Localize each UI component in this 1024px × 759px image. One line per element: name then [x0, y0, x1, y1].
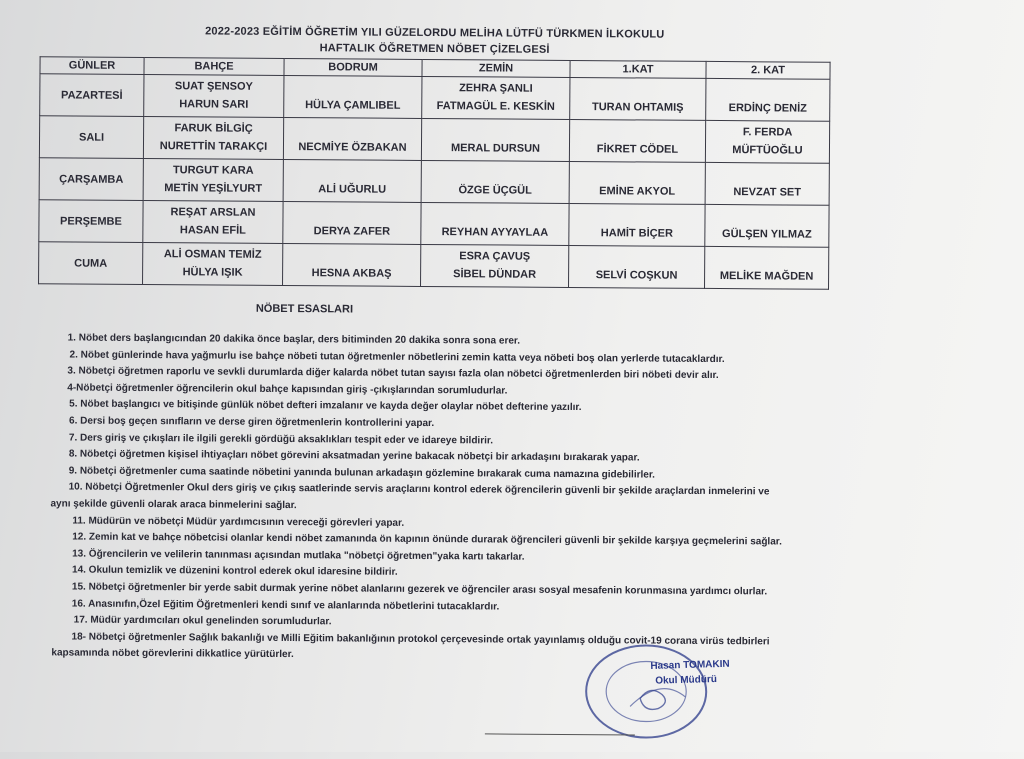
rule-item: kapsamında nöbet görevlerini dikkatlice yürütürler.: [51, 647, 294, 661]
rule-item: 11. Müdürün ve nöbetçi Müdür yardımcısının vereceği görevleri yapar.: [72, 515, 405, 529]
table-row: [39, 116, 829, 164]
teacher-name: F. FERDA: [742, 126, 793, 139]
table-row: [39, 158, 829, 206]
teacher-name: HÜLYA IŞIK: [182, 266, 243, 279]
teacher-name: REŞAT ARSLAN: [170, 206, 256, 219]
duty-cell-garden: [143, 201, 283, 244]
teacher-name: GÜLŞEN YILMAZ: [722, 228, 812, 241]
column-header-floor-2: 2. KAT: [706, 61, 830, 79]
column-header-days: GÜNLER: [40, 57, 144, 75]
teacher-name: TURAN OHTAMIŞ: [591, 101, 684, 114]
rule-item: 14. Okulun temizlik ve düzenini kontrol ederek okul idaresine bildirir.: [71, 564, 398, 579]
teacher-name: ESRA ÇAVUŞ: [459, 250, 531, 263]
table-row: [39, 200, 829, 248]
day-cell: CUMA: [39, 242, 143, 285]
rule-item: 16. Anasınıfın,Özel Eğitim Öğretmenleri kendi sınıf ve alanlarında nöbetlerini tutacaklardır.: [71, 598, 500, 613]
teacher-name: SELVİ COŞKUN: [595, 269, 678, 282]
duty-cell-floor-2: [706, 78, 830, 121]
duty-cell-floor-2: [705, 120, 829, 163]
column-header-basement: BODRUM: [284, 58, 422, 76]
document-title: 2022-2023 EĞİTİM ÖĞRETİM YILI GÜZELORDU MELİHA LÜTFÜ TÜRKMEN İLKOKULU: [205, 25, 665, 41]
rule-item: 15. Nöbetçi öğretmenler bir yerde sabit durmak yerine nöbet alanlarını gezerek ve öğrenciler arası sosyal mesafenin korunmasına yardımcı olurlar.: [71, 581, 768, 598]
teacher-name: NURETTİN TARAKÇI: [159, 140, 268, 153]
duty-cell-basement: [283, 243, 421, 286]
teacher-name: ERDİNÇ DENİZ: [728, 102, 807, 115]
rule-item: 10. Nöbetçi Öğretmenler Okul ders giriş ve çıkış saatlerinde servis araçlarını kontrol ederek öğrencilerin güvenli bir şekilde araçlardan inmelerini ve: [68, 481, 770, 498]
teacher-name: SİBEL DÜNDAR: [453, 268, 537, 281]
teacher-name: ZEHRA ŞANLI: [459, 82, 533, 95]
duty-cell-floor-2: [705, 246, 829, 289]
rule-item: 7. Ders giriş ve çıkışları ile ilgili gerekli gördüğü aksaklıkları tespit eder ve idareye bildirir.: [68, 432, 494, 447]
duty-cell-garden: [143, 243, 283, 286]
duty-cell-floor-2: [705, 162, 829, 205]
rules-title: NÖBET ESASLARI: [255, 302, 354, 316]
signature-line: [485, 733, 635, 735]
rule-item: aynı şekilde güvenli olarak araca binmelerini sağlar.: [50, 498, 297, 512]
duty-cell-basement: [284, 75, 422, 118]
duty-cell-floor-1: [569, 119, 705, 162]
duty-cell-floor-1: [569, 245, 705, 288]
duty-cell-floor-2: [705, 204, 829, 247]
rule-item: 2. Nöbet günlerinde hava yağmurlu ise bahçe nöbeti tutan öğretmenler nöbetlerini zemin katta veya nöbeti boş olan yerlerde tutacaklardır.: [69, 349, 725, 365]
day-cell: PERŞEMBE: [39, 200, 143, 243]
stamp-title: Okul Müdürü: [655, 673, 718, 687]
duty-cell-basement: [283, 201, 421, 244]
duty-cell-ground: [421, 118, 569, 161]
teacher-name: NEVZAT SET: [733, 186, 802, 199]
rule-item: 12. Zemin kat ve bahçe nöbetcisi olanlar kendi nöbet zamanında ön kapının önünde durarak öğrencileri güvenli bir şekilde karşıya geçmelerini sağlar.: [72, 531, 782, 548]
duty-cell-garden: [143, 117, 283, 160]
teacher-name: HÜLYA ÇAMLIBEL: [305, 99, 401, 112]
teacher-name: DERYA ZAFER: [313, 225, 391, 238]
teacher-name: REYHAN AYYAYLAA: [441, 226, 549, 239]
duty-cell-basement: [283, 117, 421, 160]
column-header-floor-1: 1.KAT: [570, 60, 706, 78]
rules-list: [51, 330, 793, 667]
teacher-name: MELİKE MAĞDEN: [719, 270, 814, 283]
teacher-name: EMİNE AKYOL: [599, 185, 676, 198]
teacher-name: HARUN SARI: [179, 98, 249, 111]
teacher-name: NECMİYE ÖZBAKAN: [298, 141, 407, 154]
teacher-name: HESNA AKBAŞ: [311, 267, 392, 280]
rule-item: 18- Nöbetçi öğretmenler Sağlık bakanlığı ve Milli Eğitim bakanlığının protokol çerçevesinde ortak yayınlamış olduğu covit-19 corana virüs tedbirleri: [71, 631, 770, 648]
duty-schedule-table: [38, 56, 831, 290]
teacher-name: SUAT ŞENSOY: [174, 80, 253, 93]
duty-cell-garden: [144, 75, 284, 118]
rule-item: 9. Nöbetçi öğretmenler cuma saatinde nöbetini yanında bulunan arkadaşın gözlemine bırakarak cuma namazına gidebilirler.: [68, 465, 656, 481]
duty-cell-ground: [421, 202, 569, 245]
duty-cell-garden: [143, 159, 283, 202]
teacher-name: METİN YEŞİLYURT: [164, 182, 263, 195]
teacher-name: ALİ OSMAN TEMİZ: [163, 248, 262, 261]
teacher-name: FARUK BİLGİÇ: [174, 122, 253, 135]
table-row: [40, 74, 830, 122]
duty-cell-floor-1: [569, 203, 705, 246]
day-cell: SALI: [39, 116, 143, 159]
day-cell: ÇARŞAMBA: [39, 158, 143, 201]
teacher-name: ALİ UĞURLU: [318, 183, 387, 196]
column-header-garden: BAHÇE: [144, 58, 284, 76]
document-subtitle: HAFTALIK ÖĞRETMEN NÖBET ÇİZELGESİ: [319, 42, 550, 56]
teacher-name: MÜFTÜOĞLU: [732, 144, 803, 157]
rule-item: 4-Nöbetçi öğretmenler öğrencilerin okul bahçe kapısından giriş -çıkışlarından sorumludurlar.: [67, 382, 508, 397]
table-row: [39, 242, 829, 290]
duty-cell-floor-1: [570, 77, 706, 120]
rule-item: 5. Nöbet başlangıcı ve bitişinde günlük nöbet defteri imzalanır ve kayda değer olaylar nöbet defterine yazılır.: [69, 398, 582, 414]
rule-item: 3. Nöbetçi öğretmen raporlu ve sevkli durumlarda diğer kalarda nöbet tutan sayısı fazla olan nöbetci öğretmenlerden biri nöbeti devir alır.: [67, 365, 719, 382]
teacher-name: ÖZGE ÜÇGÜL: [458, 184, 532, 197]
duty-cell-basement: [283, 159, 421, 202]
rule-item: 1. Nöbet ders başlangıcından 20 dakika önce başlar, ders bitiminden 20 dakika sonra sona erer.: [67, 332, 521, 347]
duty-cell-ground: [422, 76, 570, 119]
day-cell: PAZARTESİ: [40, 74, 144, 117]
rule-item: 6. Dersi boş geçen sınıfların ve derse giren öğretmenlerin kontrollerini yapar.: [69, 415, 435, 430]
duty-cell-floor-1: [569, 161, 705, 204]
teacher-name: TURGUT KARA: [172, 164, 254, 177]
duty-cell-ground: [421, 160, 569, 203]
rule-item: 17. Müdür yardımcıları okul genelinden sorumludurlar.: [73, 614, 332, 628]
stamp-name: Hasan TOMAKIN: [650, 658, 730, 672]
column-header-ground: ZEMİN: [422, 59, 570, 77]
rule-item: 13. Öğrencilerin ve velilerin tanınması açısından mutlaka "nöbetçi öğretmen"yaka kartı takarlar.: [72, 548, 525, 563]
rule-item: 8. Nöbetçi öğretmen kişisel ihtiyaçları nöbet görevini aksatmadan yerine bakacak nöbetçi bir arkadaşını bırakarak yapar.: [68, 448, 640, 464]
school-seal-stamp: [580, 636, 721, 742]
teacher-name: FATMAGÜL E. KESKİN: [436, 100, 555, 113]
teacher-name: HAMİT BİÇER: [600, 227, 673, 240]
teacher-name: HASAN EFİL: [179, 224, 246, 237]
teacher-name: MERAL DURSUN: [450, 142, 541, 155]
teacher-name: FİKRET CÖDEL: [596, 143, 679, 156]
duty-cell-ground: [421, 244, 569, 287]
